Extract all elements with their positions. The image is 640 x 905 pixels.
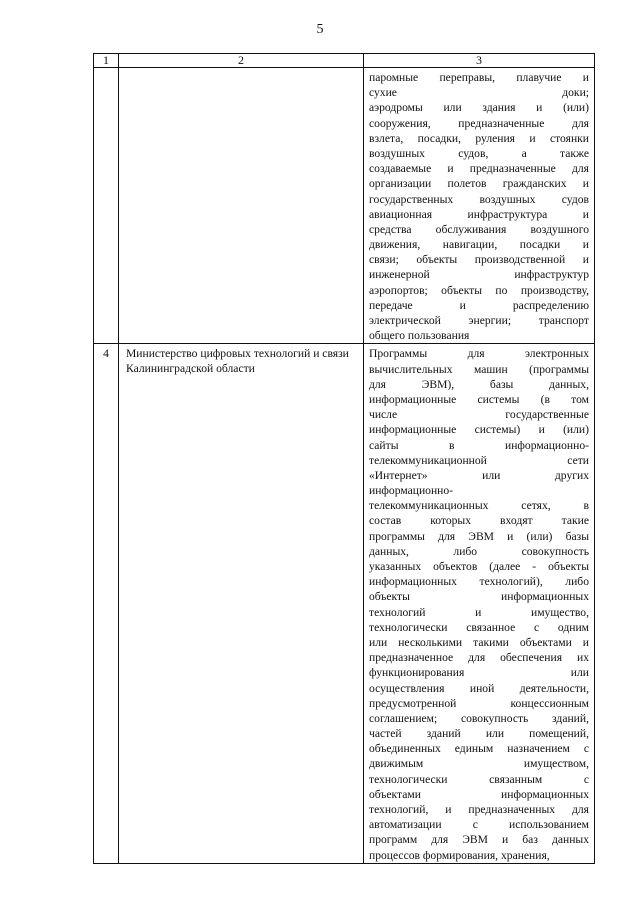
object-text-line: государственных воздушных судов xyxy=(369,192,589,206)
object-text-line: объектами информационных xyxy=(369,787,589,801)
document-table xyxy=(93,53,595,864)
object-text-line: указанных объектов (далее - объекты xyxy=(369,560,589,573)
object-text-line: данных, либо совокупность xyxy=(369,544,589,558)
object-text-line: объекты информационных xyxy=(369,590,589,604)
object-text-line: состав которых входят такие xyxy=(369,514,589,528)
objects-cell xyxy=(364,344,595,863)
object-text-line: средства обслуживания воздушного xyxy=(369,222,589,236)
row-number: 4 xyxy=(94,344,119,863)
object-text-line: аэродромы или здания и (или) xyxy=(369,101,589,115)
object-text-line: технологически связанное с одним xyxy=(369,620,589,634)
object-text-line: телекоммуникационной сети xyxy=(369,453,589,467)
object-text-line: паромные переправы, плавучие и xyxy=(369,71,589,84)
row-number xyxy=(94,68,119,344)
object-text-line: технологий, и предназначенных для xyxy=(369,803,589,816)
object-text-line: процессов формирования, хранения, xyxy=(369,848,550,862)
object-text-line: аэропортов; объекты по производству, xyxy=(369,283,589,297)
object-text-line: предусмотренной концессионным xyxy=(369,696,589,710)
object-text-line: соглашением; совокупность зданий, xyxy=(369,711,589,725)
object-text-line: Программы для электронных xyxy=(369,347,589,361)
object-text-line: для ЭВМ), базы данных, xyxy=(369,377,589,391)
header-col-2: 2 xyxy=(119,54,364,68)
object-text-line: частей зданий или помещений, xyxy=(369,727,589,741)
ministry-cell: Министерство цифровых технологий и связи Калининградской области xyxy=(119,344,364,863)
object-text-line: информационные системы (в том xyxy=(369,392,589,406)
object-text-line: или несколькими такими объектами и xyxy=(369,635,589,649)
table-row xyxy=(94,68,595,344)
object-text-line: инженерной инфраструктур xyxy=(369,268,589,282)
object-text-line: создаваемые и предназначенные для xyxy=(369,162,589,176)
object-text-line: движимым имуществом, xyxy=(369,757,589,771)
object-text-line: предназначенное для обеспечения их xyxy=(369,651,589,665)
object-text-line: информационные системы) и (или) xyxy=(369,423,589,437)
object-text-line: воздушных судов, а также xyxy=(369,146,589,160)
object-text-line: программ для ЭВМ и баз данных xyxy=(369,833,589,847)
object-text-line: объединенных единым назначением с xyxy=(369,742,589,756)
object-text-line: движения, навигации, посадки и xyxy=(369,238,589,252)
page-number: 5 xyxy=(316,22,324,37)
object-text-line: электрической энергии; транспорт xyxy=(369,314,589,327)
object-text-line: передаче и распределению xyxy=(369,298,589,312)
object-text-line: программы для ЭВМ и (или) базы xyxy=(369,529,589,543)
object-text-line: сооружения, предназначенные для xyxy=(369,116,589,130)
object-text-line: взлета, посадки, руления и стоянки xyxy=(369,131,589,145)
object-text-line: числе государственные xyxy=(369,408,589,422)
table-row xyxy=(94,344,595,863)
object-text-line: технологий и имущество, xyxy=(369,605,589,619)
object-text-line: «Интернет» или других xyxy=(369,468,589,482)
object-text-line: авиационная инфраструктура и xyxy=(369,207,589,221)
object-text-line: телекоммуникационных сетях, в xyxy=(369,499,589,513)
object-text-line: информационно- xyxy=(369,484,454,498)
object-text-line: сухие доки; xyxy=(369,86,589,100)
object-text-line: сайты в информационно- xyxy=(369,438,589,452)
object-text-line: информационных технологий), либо xyxy=(369,575,589,589)
object-text-line: технологически связанным с xyxy=(369,772,589,786)
object-text-line: функционирования или xyxy=(369,666,589,680)
object-text-line: осуществления иной деятельности, xyxy=(369,681,589,695)
header-col-3: 3 xyxy=(364,54,595,68)
object-text-line: общего пользования xyxy=(369,329,470,343)
object-text-line: вычислительных машин (программы xyxy=(369,362,589,376)
object-text-line: организации полетов гражданских и xyxy=(369,177,589,191)
object-text-line: автоматизации с использованием xyxy=(369,818,589,832)
ministry-cell xyxy=(119,68,364,344)
table-header-row xyxy=(94,54,595,68)
object-text-line: связи; объекты производственной и xyxy=(369,253,589,267)
objects-cell xyxy=(364,68,595,344)
header-col-1: 1 xyxy=(94,54,119,68)
